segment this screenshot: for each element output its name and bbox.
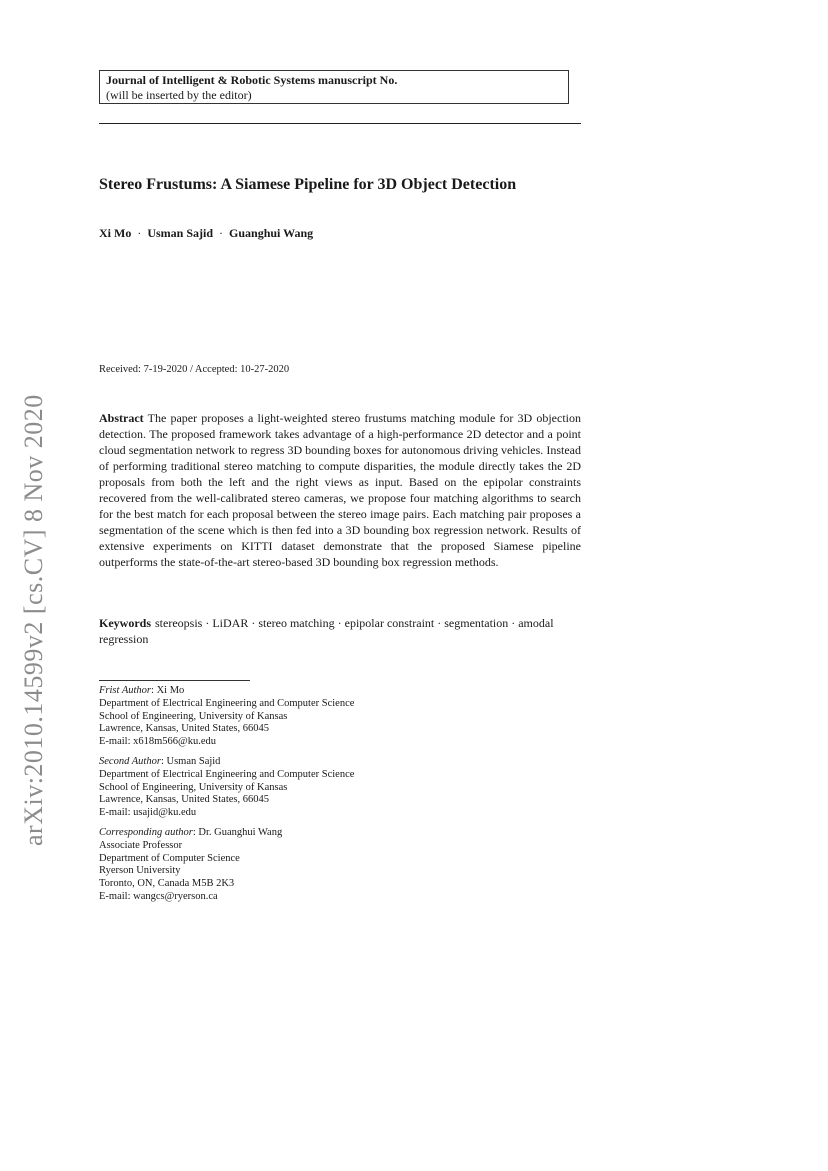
affiliation-role: Second Author [99, 756, 161, 767]
abstract-text: The paper proposes a light-weighted stereo frustums matching module for 3D objection detection. The proposed framework takes advantage of a high-performance 2D detector and a point cloud segmentation network to regress 3D bounding boxes for autonomous driving vehicles. Instead of performing traditional stereo matching to compute disparities, the module directly takes the 2D proposals from both the left and the right views as input. Based on the epipolar constraints recovered from the well-calibrated stereo cameras, we propose four matching algorithms to search for the best match for each proposal between the stereo image pairs. Each matching pair proposes a segmentation of the scene which is then fed into a 3D bounding box regression network. Results of extensive experiments on KITTI dataset demonstrate that the proposed Siamese pipeline outperforms the state-of-the-art stereo-based 3D bounding box regression methods. [99, 411, 581, 569]
header-rule [99, 123, 581, 124]
affiliation-name: : Xi Mo [151, 685, 185, 696]
affiliation-line: Department of Electrical Engineering and Computer Science [99, 697, 355, 709]
affiliation-second-author [99, 756, 519, 820]
keywords [99, 615, 581, 647]
author-name: Xi Mo [99, 226, 132, 240]
journal-note: (will be inserted by the editor) [106, 88, 252, 102]
keywords-text: stereopsis · LiDAR · stereo matching · epipolar constraint · segmentation · amodal regression [99, 616, 554, 646]
affiliation-email: E-mail: usajid@ku.edu [99, 807, 197, 819]
affiliation-name: : Usman Sajid [160, 756, 221, 767]
author-list [99, 226, 313, 241]
affiliation-role: Frist Author [99, 685, 152, 696]
affiliation-email: E-mail: x618m566@ku.edu [99, 736, 216, 748]
received-dates: Received: 7-19-2020 / Accepted: 10-27-2020 [99, 364, 290, 375]
paper-title: Stereo Frustums: A Siamese Pipeline for 3D Object Detection [99, 176, 517, 193]
affiliation-corresponding-author [99, 827, 519, 904]
affiliation-line: Department of Electrical Engineering and Computer Science [99, 768, 355, 780]
abstract-heading: Abstract [99, 411, 144, 425]
journal-name: Journal of Intelligent & Robotic Systems manuscript No. [106, 73, 398, 87]
affiliation-name: : Dr. Guanghui Wang [192, 827, 283, 838]
affiliation-first-author [99, 685, 519, 749]
affiliation-line: Lawrence, Kansas, United States, 66045 [99, 723, 269, 735]
journal-header-box [99, 70, 569, 104]
affiliation-line: School of Engineering, University of Kansas [99, 710, 288, 722]
footnote-rule [99, 680, 250, 681]
keywords-heading: Keywords [99, 616, 151, 630]
affiliation-role: Corresponding author [99, 827, 193, 838]
arxiv-stamp: arXiv:2010.14599v2 [cs.CV] 8 Nov 2020 [19, 394, 48, 846]
affiliation-line: Department of Computer Science [99, 852, 240, 864]
author-name: Usman Sajid [147, 226, 214, 240]
affiliation-line: Toronto, ON, Canada M5B 2K3 [99, 878, 235, 890]
author-name: Guanghui Wang [229, 226, 314, 240]
affiliation-line: Ryerson University [99, 865, 181, 877]
affiliation-line: School of Engineering, University of Kansas [99, 781, 288, 793]
affiliation-line: Lawrence, Kansas, United States, 66045 [99, 794, 269, 806]
affiliation-line: Associate Professor [99, 839, 183, 851]
author-separator: · [219, 226, 224, 240]
affiliation-email: E-mail: wangcs@ryerson.ca [99, 890, 218, 902]
author-separator: · [137, 226, 142, 240]
abstract [99, 410, 581, 570]
